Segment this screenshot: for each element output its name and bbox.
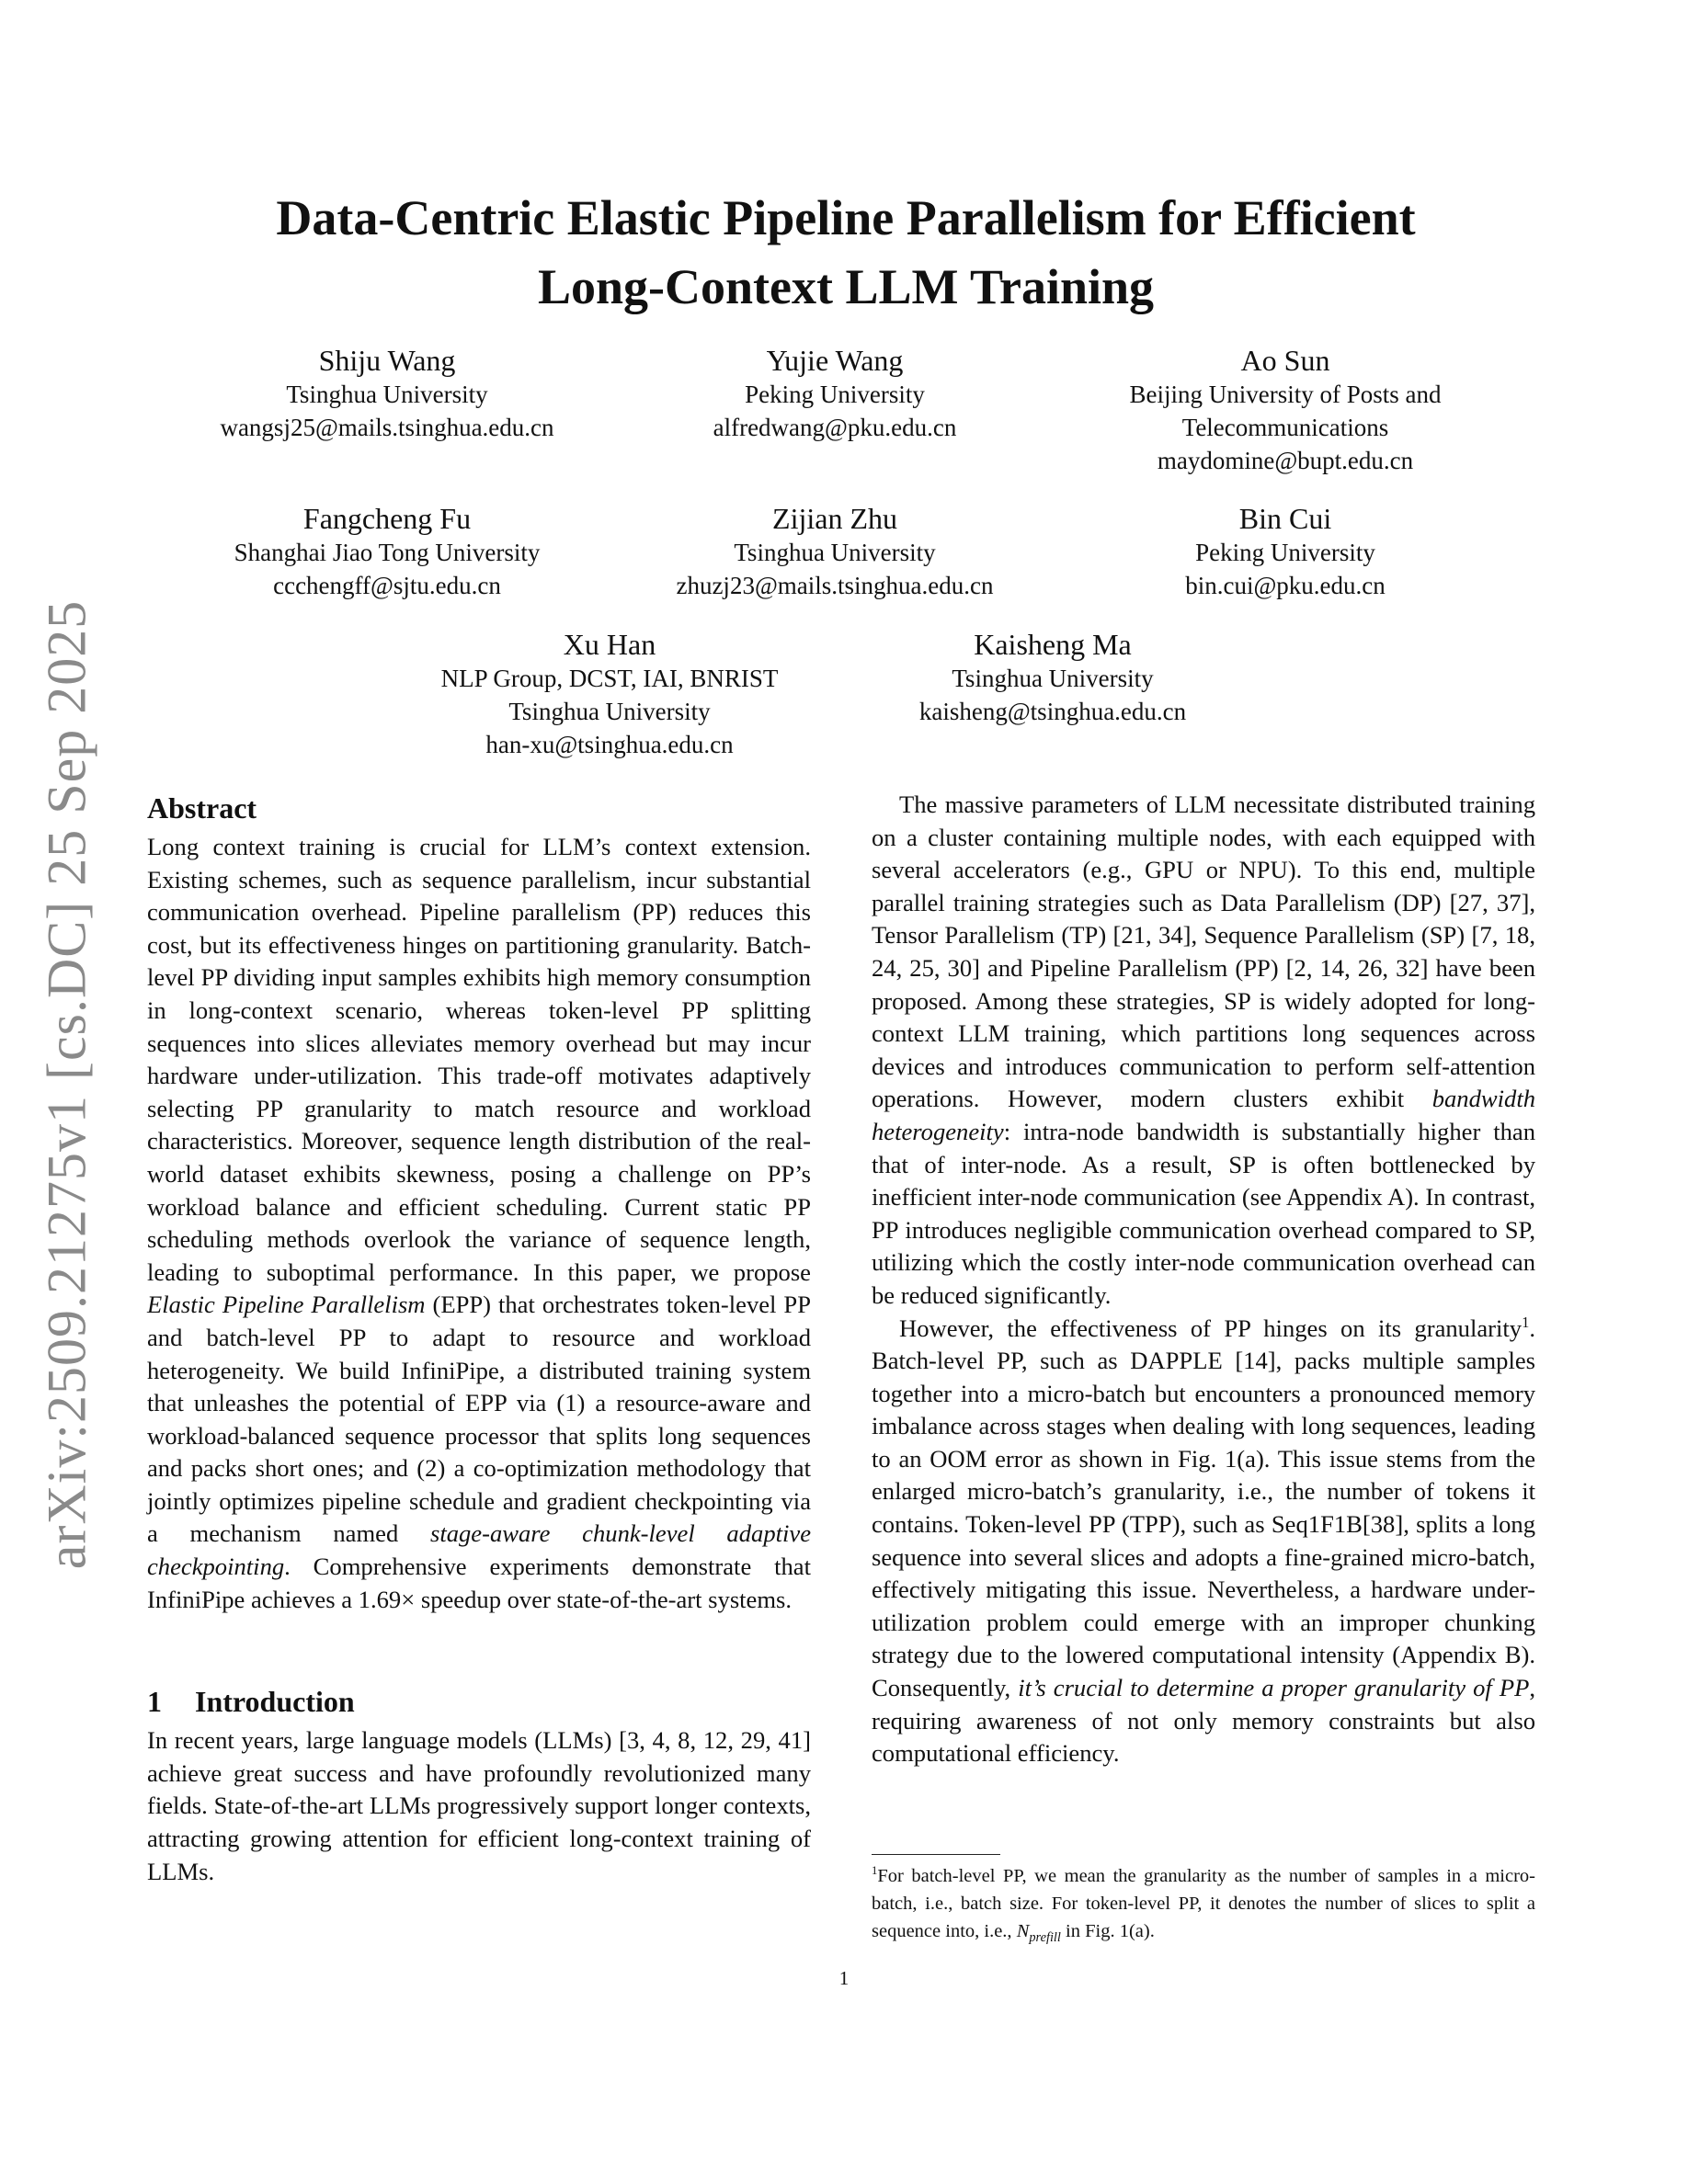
author-email: zhuzj23@mails.tsinghua.edu.cn (676, 572, 994, 599)
author-email: maydomine@bupt.edu.cn (1157, 447, 1414, 474)
author-affiliation: Peking University (1195, 539, 1375, 566)
body-paragraph (872, 789, 1535, 1313)
footnote-mark: 1 (872, 1864, 878, 1878)
author-email: han-xu@tsinghua.edu.cn (485, 731, 734, 758)
author-name: Yujie Wang (766, 344, 904, 377)
author-block (587, 343, 1083, 444)
paragraph-text: However, the effectiveness of PP hinges on its granularity (899, 1314, 1523, 1342)
abstract-text: . Comprehensive experiments demonstrate that InfiniPipe achieves a 1.69× speedup over state-of-the-art systems. (147, 1553, 811, 1613)
title-line-2: Long-Context LLM Training (537, 259, 1155, 314)
author-affiliation: Tsinghua University (952, 665, 1154, 692)
abstract-emphasis: stage-aware chunk-level adaptive checkpointing (147, 1519, 812, 1581)
paragraph-emphasis: bandwidth heterogeneity (872, 1085, 1535, 1145)
author-email: bin.cui@pku.edu.cn (1185, 572, 1386, 599)
author-affiliation: Shanghai Jiao Tong University (234, 539, 541, 566)
author-affiliation: Tsinghua University (286, 381, 488, 408)
paragraph-text: . Batch-level PP, such as DAPPLE [14], packs multiple samples together into a micro-batch but encounters a pronounced memory imbalance across stages when dealing with long sequences, leading to an OOM error as shown in Fig. 1(a). This issue stems from the enlarged micro-batch’s granularity, i.e., the number of tokens it contains. Token-level PP (TPP), such as Seq1F1B[38], splits a long sequence into several slices and adopts a fine-grained micro-batch, effectively mitigating this issue. Nevertheless, a hardware under-utilization problem could emerge with an improper chunking strategy due to the lowered computational intensity (Appendix B). Consequently, (872, 1314, 1535, 1702)
author-email: alfredwang@pku.edu.cn (713, 414, 957, 441)
abstract-text: Long context training is crucial for LLM’s context extension. Existing schemes, such as sequence parallelism, incur substantial communication overhead. Pipeline parallelism (PP) reduces this cost, but its effectiveness hinges on partitioning granularity. Batch-level PP dividing input samples exhibits high memory consumption in long-context scenario, whereas token-level PP splitting sequences into slices alleviates memory overhead but may incur hardware under-utilization. This trade-off motivates adaptively selecting PP granularity to match resource and workload characteristics. Moreover, sequence length distribution of the real-world dataset exhibits skewness, posing a challenge on PP’s workload balance and efficient scheduling. Current static PP scheduling methods overlook the variance of sequence length, leading to suboptimal performance. In this paper, we propose (147, 833, 811, 1286)
author-affiliation: Tsinghua University (508, 698, 711, 725)
author-name: Zijian Zhu (772, 502, 897, 535)
author-block (587, 501, 1083, 602)
author-email: kaisheng@tsinghua.edu.cn (918, 698, 1187, 725)
footnote-text: For batch-level PP, we mean the granularity as the number of samples in a micro-batch, i.e., batch size. For token-level PP, it denotes the number of slices to split a sequence into, i.e., (872, 1866, 1535, 1941)
footnote-reference: 1 (1522, 1313, 1530, 1331)
footnote-math: N (1016, 1921, 1030, 1941)
author-affiliation: Peking University (745, 381, 925, 408)
author-name: Bin Cui (1238, 502, 1332, 535)
body-paragraph (872, 1313, 1535, 1770)
abstract-emphasis: Elastic Pipeline Parallelism (147, 1291, 426, 1319)
introduction-heading (147, 1682, 811, 1721)
abstract-heading: Abstract (147, 791, 257, 825)
abstract-text: (EPP) that orchestrates token-level PP and batch-level PP to adapt to resource and workload heterogeneity. We build InfiniPipe, a distributed training system that unleashes the potential of EPP via (1) a resource-aware and workload-balanced sequence processor that splits long sequences and packs short ones; and (2) a co-optimization methodology that jointly optimizes pipeline schedule and gradient checkpointing via a mechanism named (147, 1291, 811, 1548)
paragraph-text: , requiring awareness of not only memory constraints but also computational efficiency. (872, 1674, 1535, 1768)
left-column (147, 789, 811, 1888)
author-name: Ao Sun (1240, 344, 1330, 377)
author-email: ccchengff@sjtu.edu.cn (273, 572, 501, 599)
author-block (1037, 501, 1534, 602)
section-number: 1 (147, 1685, 162, 1719)
page-number: 1 (838, 1967, 850, 1989)
arxiv-side-stamp (26, 588, 108, 1581)
author-name: Kaisheng Ma (974, 628, 1132, 661)
author-name: Xu Han (563, 628, 656, 661)
paragraph-emphasis: it’s crucial to determine a proper granularity of PP (1018, 1674, 1530, 1702)
author-affiliation: Tsinghua University (734, 539, 936, 566)
paper-title (138, 184, 1554, 322)
author-affiliation: NLP Group, DCST, IAI, BNRIST (440, 665, 779, 692)
introduction-paragraph: In recent years, large language models (LLMs) [3, 4, 8, 12, 29, 41] achieve great success and have profoundly revolutionized many fields. State-of-the-art LLMs progressively support longer contexts, attracting growing attention for efficient long-context training of LLMs. (147, 1726, 811, 1885)
author-affiliation: Telecommunications (1181, 414, 1389, 441)
section-title: Introduction (195, 1685, 355, 1719)
title-line-1: Data-Centric Elastic Pipeline Parallelism for Efficient (276, 190, 1416, 245)
paragraph-text: The massive parameters of LLM necessitate distributed training on a cluster containing multiple nodes, with each equipped with several accelerators (e.g., GPU or NPU). To this end, multiple parallel training strategies such as Data Parallelism (DP) [27, 37], Tensor Parallelism (TP) [21, 34], Sequence Parallelism (SP) [7, 18, 24, 25, 30] and Pipeline Parallelism (PP) [2, 14, 26, 32] have been proposed. Among these strategies, SP is widely adopted for long-context LLM training, which partitions long sequences across devices and introduces communication to perform self-attention operations. However, modern clusters exhibit (872, 791, 1535, 1113)
abstract-body (147, 831, 811, 1616)
author-affiliation: Beijing University of Posts and (1129, 381, 1442, 408)
paragraph-text: : intra-node bandwidth is substantially higher than that of inter-node. As a result, SP is often bottlenecked by inefficient inter-node communication (see Appendix A). In contrast, PP introduces negligible communication overhead compared to SP, utilizing which the costly inter-node communication overhead can be reduced significantly. (872, 1117, 1535, 1309)
footnote-text: in Fig. 1(a). (1060, 1921, 1155, 1941)
right-column (872, 789, 1535, 1770)
author-block (139, 343, 635, 444)
author-block (1037, 343, 1534, 477)
author-block (804, 627, 1301, 728)
footnote (872, 1862, 1535, 1951)
footnote-divider (872, 1854, 1000, 1855)
author-email: wangsj25@mails.tsinghua.edu.cn (220, 414, 554, 441)
author-name: Shiju Wang (318, 344, 456, 377)
author-block (361, 627, 858, 761)
footnote-math-subscript: prefill (1029, 1930, 1061, 1946)
author-block (139, 501, 635, 602)
author-name: Fangcheng Fu (302, 502, 472, 535)
arxiv-identifier: arXiv:2509.21275v1 [cs.DC] 25 Sep 2025 (36, 599, 97, 1570)
